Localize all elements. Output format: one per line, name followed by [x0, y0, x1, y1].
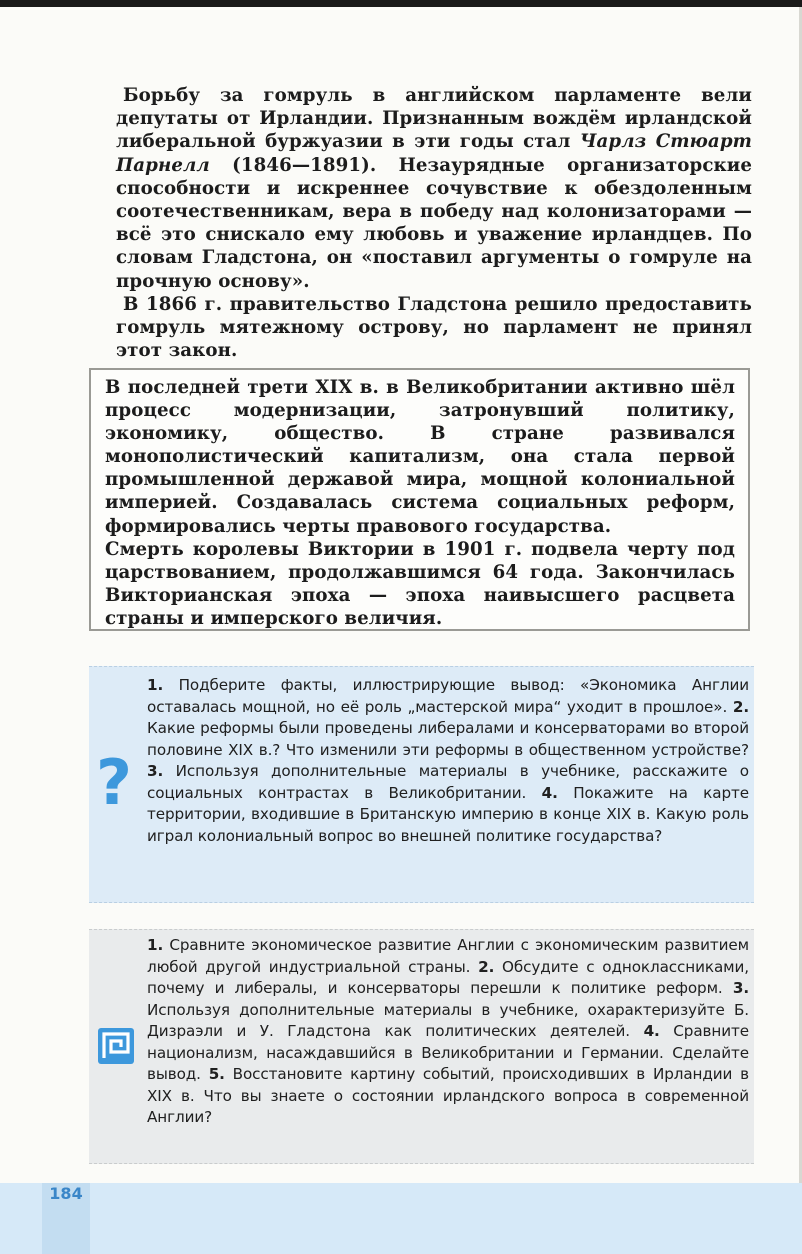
task-text: Сравните национализм, насаждавшийся в Великобритании и Германии. Сделайте вывод.: [147, 1022, 749, 1083]
question-text: Используя дополнительные материалы в учебнике, расскажите о социальных контрастах в Великобритании.: [147, 762, 749, 802]
page-number: 184: [49, 1184, 83, 1203]
question-mark-icon: ?: [96, 746, 132, 819]
question-text: Какие реформы были проведены либералами и консерваторами во второй половине XIX в.? Что изменили эти реформы в общественном устройстве?: [147, 719, 749, 759]
question-number: 4.: [541, 783, 558, 802]
summary-paragraph-modernization: В последней трети XIX в. в Великобритании активно шёл процесс модернизации, затронувший политику, экономику, общество. В стране развивался монополистический капитализм, она стала первой промышленной державой мира, мощной колониальной империей. Создавалась система социальных реформ, формировались черты правового государства.: [105, 377, 735, 537]
top-edge-bar: [0, 0, 802, 7]
question-text: Подберите факты, иллюстрирующие вывод: «Экономика Англии оставалась мощной, но её роль „мастерской мира“ уходит в прошлое».: [147, 676, 749, 716]
paragraph-home-rule-1866: В 1866 г. правительство Гладстона решило предоставить гомруль мятежному острову, но парламент не принял этот закон.: [116, 293, 752, 362]
main-text: [116, 84, 752, 362]
paragraph-parnell-start: Борьбу за гомруль в английском парламенте вели депутаты от Ирландии. Признанным вождём ирландской либеральной буржуазии в эти годы стал: [116, 85, 752, 153]
task-number: 4.: [643, 1022, 660, 1040]
tasks-text: [147, 935, 749, 1129]
bottom-color-band: [0, 1183, 802, 1254]
task-number: 1.: [147, 936, 164, 954]
question-number: 3.: [147, 762, 164, 780]
chapter-summary-box: [89, 368, 750, 631]
tasks-panel: [89, 929, 754, 1164]
task-text: Сравните экономическое развитие Англии с экономическим развитием любой другой индустриальной страны.: [147, 936, 749, 976]
task-number: 2.: [478, 957, 495, 976]
task-number: 5.: [208, 1065, 225, 1083]
task-text: Используя дополнительные материалы в учебнике, охарактеризуйте Б. Дизраэли и У. Гладстона как политических деятелей.: [147, 1000, 749, 1040]
task-number: 3.: [732, 979, 749, 997]
meander-task-icon: [98, 1028, 134, 1064]
questions-panel: [89, 666, 754, 903]
question-number: 1.: [147, 676, 164, 694]
question-number: 2.: [732, 697, 749, 716]
question-text: Покажите на карте территории, входившие в Британскую империю в конце XIX в. Какую роль играл колониальный вопрос во внешней политике государства?: [147, 783, 749, 845]
summary-paragraph-victoria: Смерть королевы Виктории в 1901 г. подвела черту под царствованием, продолжавшимся 64 года. Закончилась Викторианская эпоха — эпоха наивысшего расцвета страны и имперского величия.: [105, 538, 735, 629]
person-name: Чарлз Стюарт Парнелл: [116, 131, 752, 176]
task-text: Восстановите картину событий, происходивших в Ирландии в XIX в. Что вы знаете о состоянии ирландского вопроса в современной Англии?: [147, 1065, 749, 1126]
paragraph-parnell: [116, 84, 752, 293]
task-text: Обсудите с одноклассниками, почему и либералы, и консерваторы перешли к политике реформ.: [147, 957, 750, 997]
paragraph-parnell-end: (1846—1891). Незаурядные организаторские способности и искреннее сочувствие к обездоленным соотечественникам, вера в победу над колонизаторами — всё это снискало ему любовь и уважение ирландцев. По словам Гладстона, он «поставил аргументы о гомруле на прочную основу».: [116, 154, 752, 292]
questions-text: [147, 675, 749, 847]
